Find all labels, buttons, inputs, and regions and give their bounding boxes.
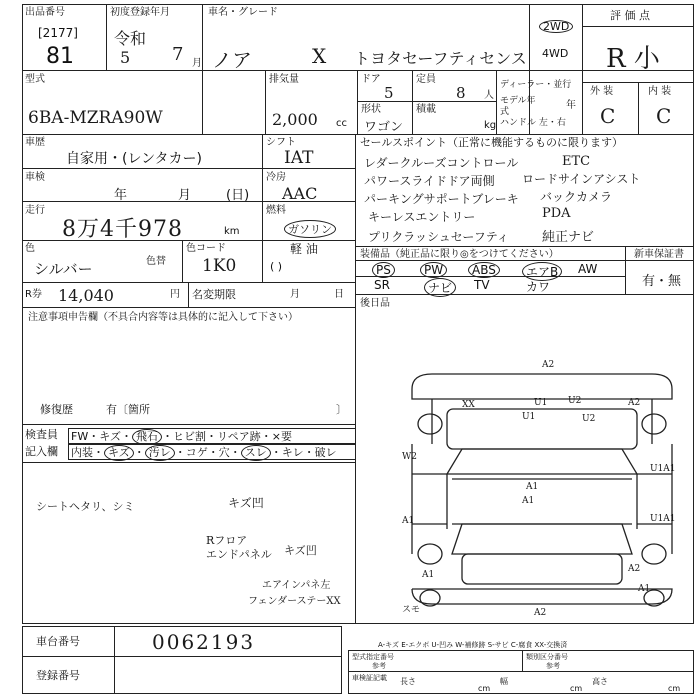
ext-grade: C bbox=[600, 104, 616, 128]
remark-seat: シートヘタリ、シミ bbox=[36, 500, 135, 513]
insp-interior: 内装 bbox=[71, 446, 93, 459]
model-safety: トヨタセーフティセンス bbox=[354, 49, 527, 68]
spec-cert-label: 車検証記載 bbox=[352, 674, 387, 682]
ext-label: 外 装 bbox=[590, 86, 614, 97]
lot-sub-number: [2177] bbox=[38, 26, 78, 40]
recycle-label: R券 bbox=[25, 289, 42, 300]
insp-stain: 汚レ bbox=[145, 445, 175, 461]
capacity-unit: 人 bbox=[484, 90, 494, 101]
load-label: 積載 bbox=[416, 104, 436, 115]
remark-kizu: キズ凹 bbox=[228, 496, 264, 510]
shape-label: 形状 bbox=[361, 104, 381, 115]
sp-etc: ETC bbox=[562, 154, 591, 169]
color-label: 色 bbox=[25, 243, 35, 254]
capacity-label: 定員 bbox=[416, 74, 436, 85]
first-reg-month: 7 bbox=[172, 44, 184, 65]
recycle-unit: 円 bbox=[170, 289, 180, 300]
equip-navi: ナビ bbox=[424, 278, 456, 297]
warranty-label: 新車保証書 bbox=[634, 249, 684, 260]
insp-cut: キレ bbox=[281, 446, 304, 459]
name-change-month: 月 bbox=[290, 289, 300, 300]
warranty-value: 有・無 bbox=[642, 274, 682, 289]
int-label: 内 装 bbox=[648, 86, 672, 97]
mark-a1-left: A1 bbox=[402, 516, 415, 526]
inspection-month: 月 bbox=[178, 188, 192, 203]
fuel-gas: ガソリン bbox=[284, 220, 336, 238]
mileage-label: 走行 bbox=[25, 205, 45, 216]
insp-fw: FW bbox=[71, 430, 89, 443]
remark-endpanel: エンドパネル bbox=[206, 548, 272, 561]
sp-navi: 純正ナビ bbox=[542, 230, 595, 245]
name-change-day: 日 bbox=[334, 289, 344, 300]
mark-a2-bottom: A2 bbox=[534, 608, 547, 618]
spec-length-label: 長さ bbox=[400, 677, 416, 686]
equip-abs: ABS bbox=[468, 262, 500, 278]
spec-class-label: 類別区分番号 bbox=[526, 653, 568, 661]
equip-pw: PW bbox=[420, 262, 447, 278]
model-name-label: 車名・グレード bbox=[208, 7, 278, 18]
doors-value: 5 bbox=[384, 84, 394, 102]
ac-label: 冷房 bbox=[266, 172, 286, 183]
mark-a2-top: A2 bbox=[542, 360, 555, 370]
fuel-diesel: 軽 油 bbox=[290, 242, 318, 256]
auction-sheet bbox=[22, 4, 694, 700]
color-change-label: 色替 bbox=[146, 256, 166, 267]
mark-xx: XX bbox=[462, 400, 475, 410]
mark-u2-a: U2 bbox=[568, 396, 582, 406]
first-reg-year: 5 bbox=[120, 48, 131, 67]
model-grade: X bbox=[312, 44, 327, 68]
doors-label: ドア bbox=[361, 74, 381, 85]
model-name: ノア bbox=[212, 48, 252, 72]
equip-sr: SR bbox=[374, 278, 390, 292]
spec-width-label: 幅 bbox=[500, 677, 508, 686]
history-label: 車歴 bbox=[25, 137, 45, 148]
later-day-label: 後日品 bbox=[360, 298, 390, 309]
repair-close: 〕 bbox=[336, 403, 347, 416]
chassis-value: 0062193 bbox=[152, 630, 256, 654]
lot-label: 出品番号 bbox=[25, 7, 65, 18]
spec-class-ref: 参考 bbox=[546, 662, 560, 670]
lot-number: 81 bbox=[46, 44, 74, 69]
mileage-value: 8万4千978 bbox=[62, 217, 183, 242]
equip-ps: PS bbox=[372, 262, 395, 278]
mark-a1-mid: A1 bbox=[526, 482, 539, 492]
registration-label: 登録番号 bbox=[36, 669, 80, 682]
mark-u1-b: U1 bbox=[522, 412, 536, 422]
int-grade: C bbox=[656, 104, 672, 128]
sp-parking: パーキングサポートブレーキ bbox=[364, 192, 519, 206]
inspection-year: 年 bbox=[114, 188, 128, 203]
history-value: 自家用・(レンタカー) bbox=[66, 151, 203, 167]
equip-airbag: エアB bbox=[522, 262, 562, 281]
mark-w2: W2 bbox=[402, 452, 417, 462]
type-value: 6BA-MZRA90W bbox=[28, 108, 163, 128]
sp-pda: PDA bbox=[542, 206, 571, 221]
remark-kizu2: キズ凹 bbox=[284, 544, 317, 557]
inspector-label-2: 記入欄 bbox=[25, 445, 58, 458]
insp-hole: 穴 bbox=[218, 446, 230, 459]
dealer-label: ディーラー・並行 bbox=[500, 80, 572, 90]
drive-2wd: 2WD bbox=[539, 20, 573, 33]
insp-repair: リペア跡 bbox=[217, 430, 261, 443]
selling-points-label: セールスポイント（正常に機能するものに限ります） bbox=[360, 136, 624, 149]
color-value: シルバー bbox=[34, 260, 93, 278]
spec-height-label: 高さ bbox=[592, 677, 608, 686]
recycle-value: 14,040 bbox=[58, 286, 114, 305]
remark-rfloor: Rフロア bbox=[206, 534, 248, 547]
mark-u2-b: U2 bbox=[582, 414, 596, 424]
handle-label: ハンドル 左・右 bbox=[500, 118, 566, 128]
grade-label: 評 価 点 bbox=[610, 9, 650, 22]
fuel-paren: ( ) bbox=[270, 260, 283, 273]
insp-hibi: ヒビ割 bbox=[173, 430, 206, 443]
grade-value: R 小 bbox=[606, 44, 660, 74]
damage-legend: A-キズ E-エクボ U-凹み W-補修跡 S-サビ C-腐食 XX-交換済 bbox=[378, 641, 568, 649]
inspector-row-1: FW・キズ・ 飛石 ・ヒビ割・リペア跡・×要 bbox=[68, 428, 356, 444]
insp-need: ×要 bbox=[271, 430, 292, 443]
shift-value: IAT bbox=[284, 148, 314, 168]
type-label: 型式 bbox=[25, 74, 45, 85]
first-reg-era: 令和 bbox=[114, 29, 147, 48]
mark-a1-bottom: A1 bbox=[638, 584, 651, 594]
displacement-label: 排気量 bbox=[269, 74, 299, 85]
first-reg-month-unit: 月 bbox=[192, 58, 202, 69]
displacement-value: 2,000 bbox=[272, 110, 318, 129]
equip-tv: TV bbox=[474, 278, 490, 292]
spec-width-unit: cm bbox=[570, 684, 583, 693]
insp-int-kizu: キズ bbox=[104, 445, 134, 461]
color-code-label: 色コード bbox=[186, 243, 226, 254]
mark-u1-a: U1 bbox=[534, 398, 548, 408]
spec-height-unit: cm bbox=[668, 684, 681, 693]
mark-u1a1-right2: U1A1 bbox=[650, 514, 676, 524]
model-year-label: モデル年式 bbox=[500, 96, 536, 117]
mark-sumo: スモ bbox=[402, 605, 421, 615]
shift-label: シフト bbox=[266, 137, 296, 148]
sp-precrash: プリクラッシュセーフティ bbox=[368, 230, 509, 244]
drive-4wd: 4WD bbox=[542, 47, 569, 60]
insp-kizu: キズ bbox=[99, 430, 121, 443]
mark-a2-lower: A2 bbox=[628, 564, 641, 574]
displacement-unit: cc bbox=[336, 118, 347, 129]
remark-fender: フェンダーステーXX bbox=[248, 596, 341, 607]
notes-label: 注意事項申告欄（不具合内容等は具体的に記入して下さい） bbox=[28, 312, 298, 323]
spec-length-unit: cm bbox=[478, 684, 491, 693]
sp-backcam: バックカメラ bbox=[540, 190, 613, 204]
name-change-label: 名変期限 bbox=[192, 288, 236, 301]
ac-value: AAC bbox=[282, 184, 318, 203]
mark-a2-right: A2 bbox=[628, 398, 641, 408]
inspection-day: (日) bbox=[226, 188, 250, 203]
inspector-label-1: 検査員 bbox=[25, 428, 58, 441]
color-code: 1K0 bbox=[202, 256, 237, 276]
chassis-label: 車台番号 bbox=[36, 635, 80, 648]
spec-box bbox=[348, 650, 694, 694]
insp-burn: コゲ bbox=[185, 446, 208, 459]
mark-a1-mid2: A1 bbox=[522, 496, 535, 506]
inspection-label: 車検 bbox=[25, 172, 45, 183]
model-year-unit: 年 bbox=[566, 100, 576, 111]
inspector-row-2: 内装・ キズ ・ 汚レ ・コゲ・穴・ スレ ・キレ・破レ bbox=[68, 444, 356, 460]
remark-airin: エアインパネ左 bbox=[262, 580, 331, 591]
mark-u1a1-right: U1A1 bbox=[650, 464, 676, 474]
first-reg-label: 初度登録年月 bbox=[110, 7, 170, 18]
sp-radar: レダークルーズコントロール bbox=[364, 156, 519, 170]
load-unit: kg bbox=[484, 120, 497, 131]
repair-value: 有〔箇所 bbox=[106, 403, 150, 416]
spec-type-label: 型式指定番号 bbox=[352, 653, 394, 661]
mark-a1-lower: A1 bbox=[422, 570, 435, 580]
sp-keyless: キーレスエントリー bbox=[368, 210, 476, 224]
shape-value: ワゴン bbox=[364, 120, 404, 135]
insp-rub: スレ bbox=[241, 445, 271, 461]
fuel-label: 燃料 bbox=[266, 205, 286, 216]
equip-leather: カワ bbox=[526, 280, 551, 294]
equip-aw: AW bbox=[578, 262, 598, 276]
spec-type-ref: 参考 bbox=[372, 662, 386, 670]
capacity-value: 8 bbox=[456, 84, 466, 102]
sp-sliding: パワースライドドア両側 bbox=[364, 174, 495, 188]
insp-tobiishi: 飛石 bbox=[132, 429, 162, 445]
sp-roadsign: ロードサインアシスト bbox=[522, 172, 641, 186]
mileage-unit: km bbox=[224, 226, 240, 237]
equipment-label: 装備品（純正品に限り◎をつけてください） bbox=[360, 249, 559, 260]
insp-tear: 破レ bbox=[314, 446, 337, 459]
repair-label: 修復歴 bbox=[40, 403, 73, 416]
